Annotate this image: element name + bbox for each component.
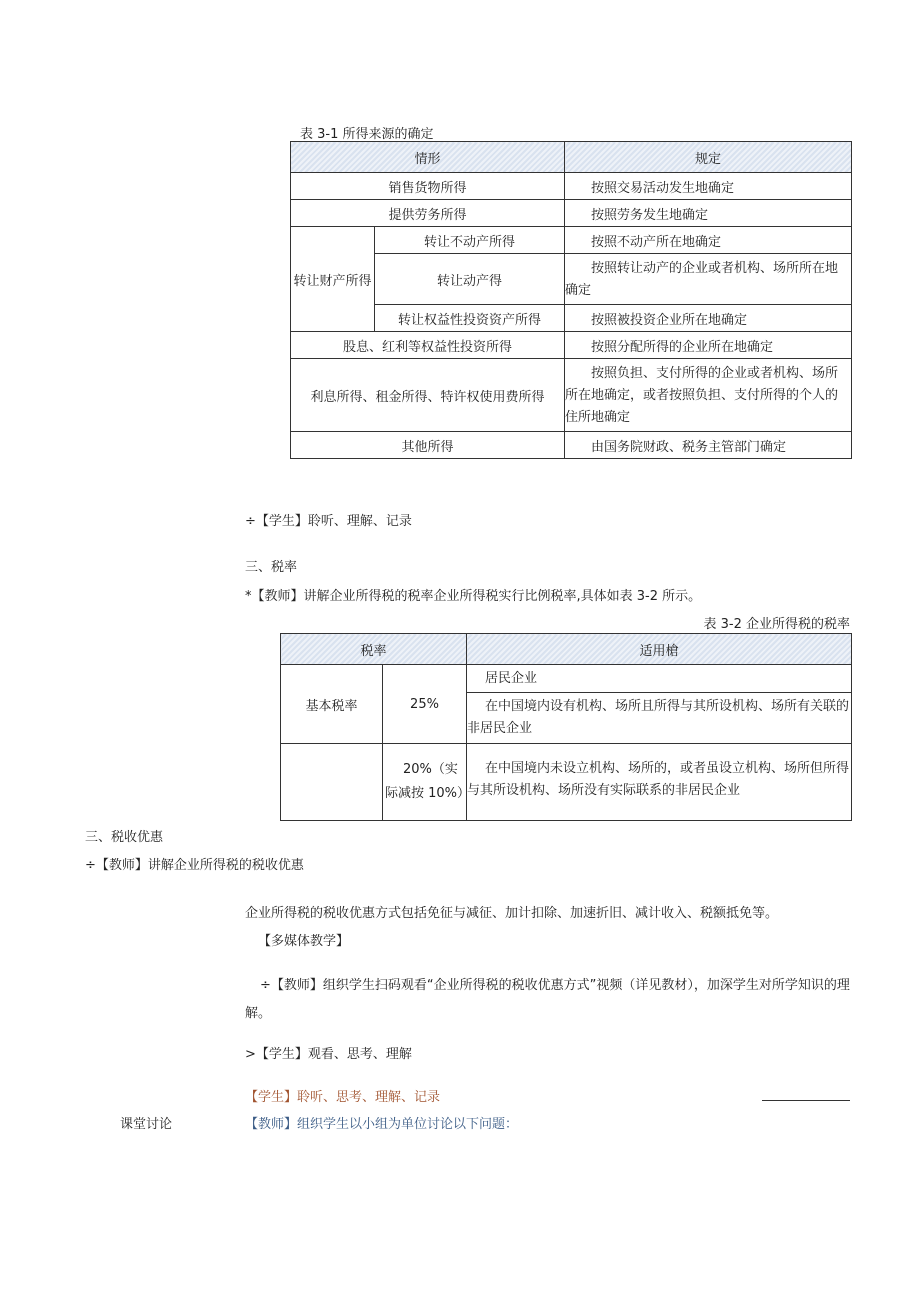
table-row	[291, 200, 852, 227]
teacher-rate-text: *【教师】讲解企业所得税的税率企业所得税实行比例税率,具体如表 3-2 所示。	[245, 589, 702, 604]
student-note: ÷【学生】聆听、理解、记录	[245, 514, 412, 529]
table-row	[291, 332, 852, 359]
reduced-rate-value: 20%（实际减按 10%）	[383, 744, 467, 821]
table-row	[291, 305, 852, 332]
header-rate: 税率	[281, 634, 467, 665]
situation-cell: 转让动产得	[375, 254, 565, 305]
scope-resident: 居民企业	[467, 665, 851, 693]
student-listen-text: 【学生】聆听、思考、理解、记录	[245, 1090, 441, 1105]
header-rule: 规定	[565, 142, 852, 173]
header-scope: 适用槍	[467, 634, 852, 665]
table-row	[291, 173, 852, 200]
rule-cell: 按照交易活动发生地确定	[565, 173, 852, 200]
teacher-discussion-text: 【教师】组织学生以小组为单位讨论以下问题：	[245, 1117, 519, 1132]
reduced-rate-label	[281, 744, 383, 821]
table2-caption: 表 3-2 企业所得税的税率	[703, 617, 850, 632]
section-heading-rate: 三、税率	[245, 560, 298, 575]
situation-cell: 销售货物所得	[291, 173, 565, 200]
rule-cell: 由国务院财政、税务主管部门确定	[565, 432, 852, 459]
teacher-preference-text: ÷【教师】讲解企业所得税的税收优惠	[85, 858, 304, 873]
situation-cell: 股息、红利等权益性投资所得	[291, 332, 565, 359]
header-situation: 情形	[291, 142, 565, 173]
property-group-cell: 转让财产所得	[291, 227, 375, 332]
rule-cell: 按照被投资企业所在地确定	[565, 305, 852, 332]
section-heading-preference: 三、税收优惠	[85, 830, 164, 845]
tax-rate-table	[280, 633, 852, 821]
rule-cell: 按照负担、支付所得的企业或者机构、场所所在地确定，或者按照负担、支付所得的个人的住所地确定	[565, 359, 852, 432]
basic-rate-value: 25%	[383, 665, 467, 744]
divider-line	[762, 1100, 850, 1101]
rule-cell: 按照转让动产的企业或者机构、场所所在地确定	[565, 254, 852, 305]
basic-rate-label: 基本税率	[281, 665, 383, 744]
situation-cell: 其他所得	[291, 432, 565, 459]
rule-cell: 按照劳务发生地确定	[565, 200, 852, 227]
rule-cell: 按照不动产所在地确定	[565, 227, 852, 254]
reduced-scope-cell: 在中国境内未设立机构、场所的，或者虽设立机构、场所但所得与其所设机构、场所没有实际联系的非居民企业	[467, 744, 852, 821]
table-row	[291, 432, 852, 459]
situation-cell: 转让权益性投资资产所得	[375, 305, 565, 332]
scope-nonresident: 在中国境内设有机构、场所且所得与其所设机构、场所有关联的非居民企业	[467, 699, 850, 736]
table-row	[291, 254, 852, 305]
student-watch-text: >【学生】观看、思考、理解	[245, 1047, 412, 1062]
table-row	[281, 744, 852, 821]
table-row	[291, 359, 852, 432]
class-discussion-label: 课堂讨论	[120, 1117, 173, 1132]
income-source-table	[290, 141, 852, 459]
situation-cell: 提供劳务所得	[291, 200, 565, 227]
teacher-video-text: ÷【教师】组织学生扫码观看“企业所得税的税收优惠方式”视频（详见教材），加深学生对所学知识的理解。	[245, 978, 850, 1021]
table1-caption: 表 3-1 所得来源的确定	[300, 127, 434, 142]
situation-cell: 转让不动产所得	[375, 227, 565, 254]
rule-cell: 按照分配所得的企业所在地确定	[565, 332, 852, 359]
table-row	[291, 227, 852, 254]
table-row	[281, 665, 852, 744]
situation-cell: 利息所得、租金所得、特许权使用费所得	[291, 359, 565, 432]
multimedia-label: 【多媒体教学】	[258, 934, 350, 949]
table-header-row	[281, 634, 852, 665]
basic-scope-cell	[467, 665, 852, 744]
preference-description: 企业所得税的税收优惠方式包括免征与减征、加计扣除、加速折旧、减计收入、税额抵免等。	[245, 906, 779, 921]
table-header-row	[291, 142, 852, 173]
